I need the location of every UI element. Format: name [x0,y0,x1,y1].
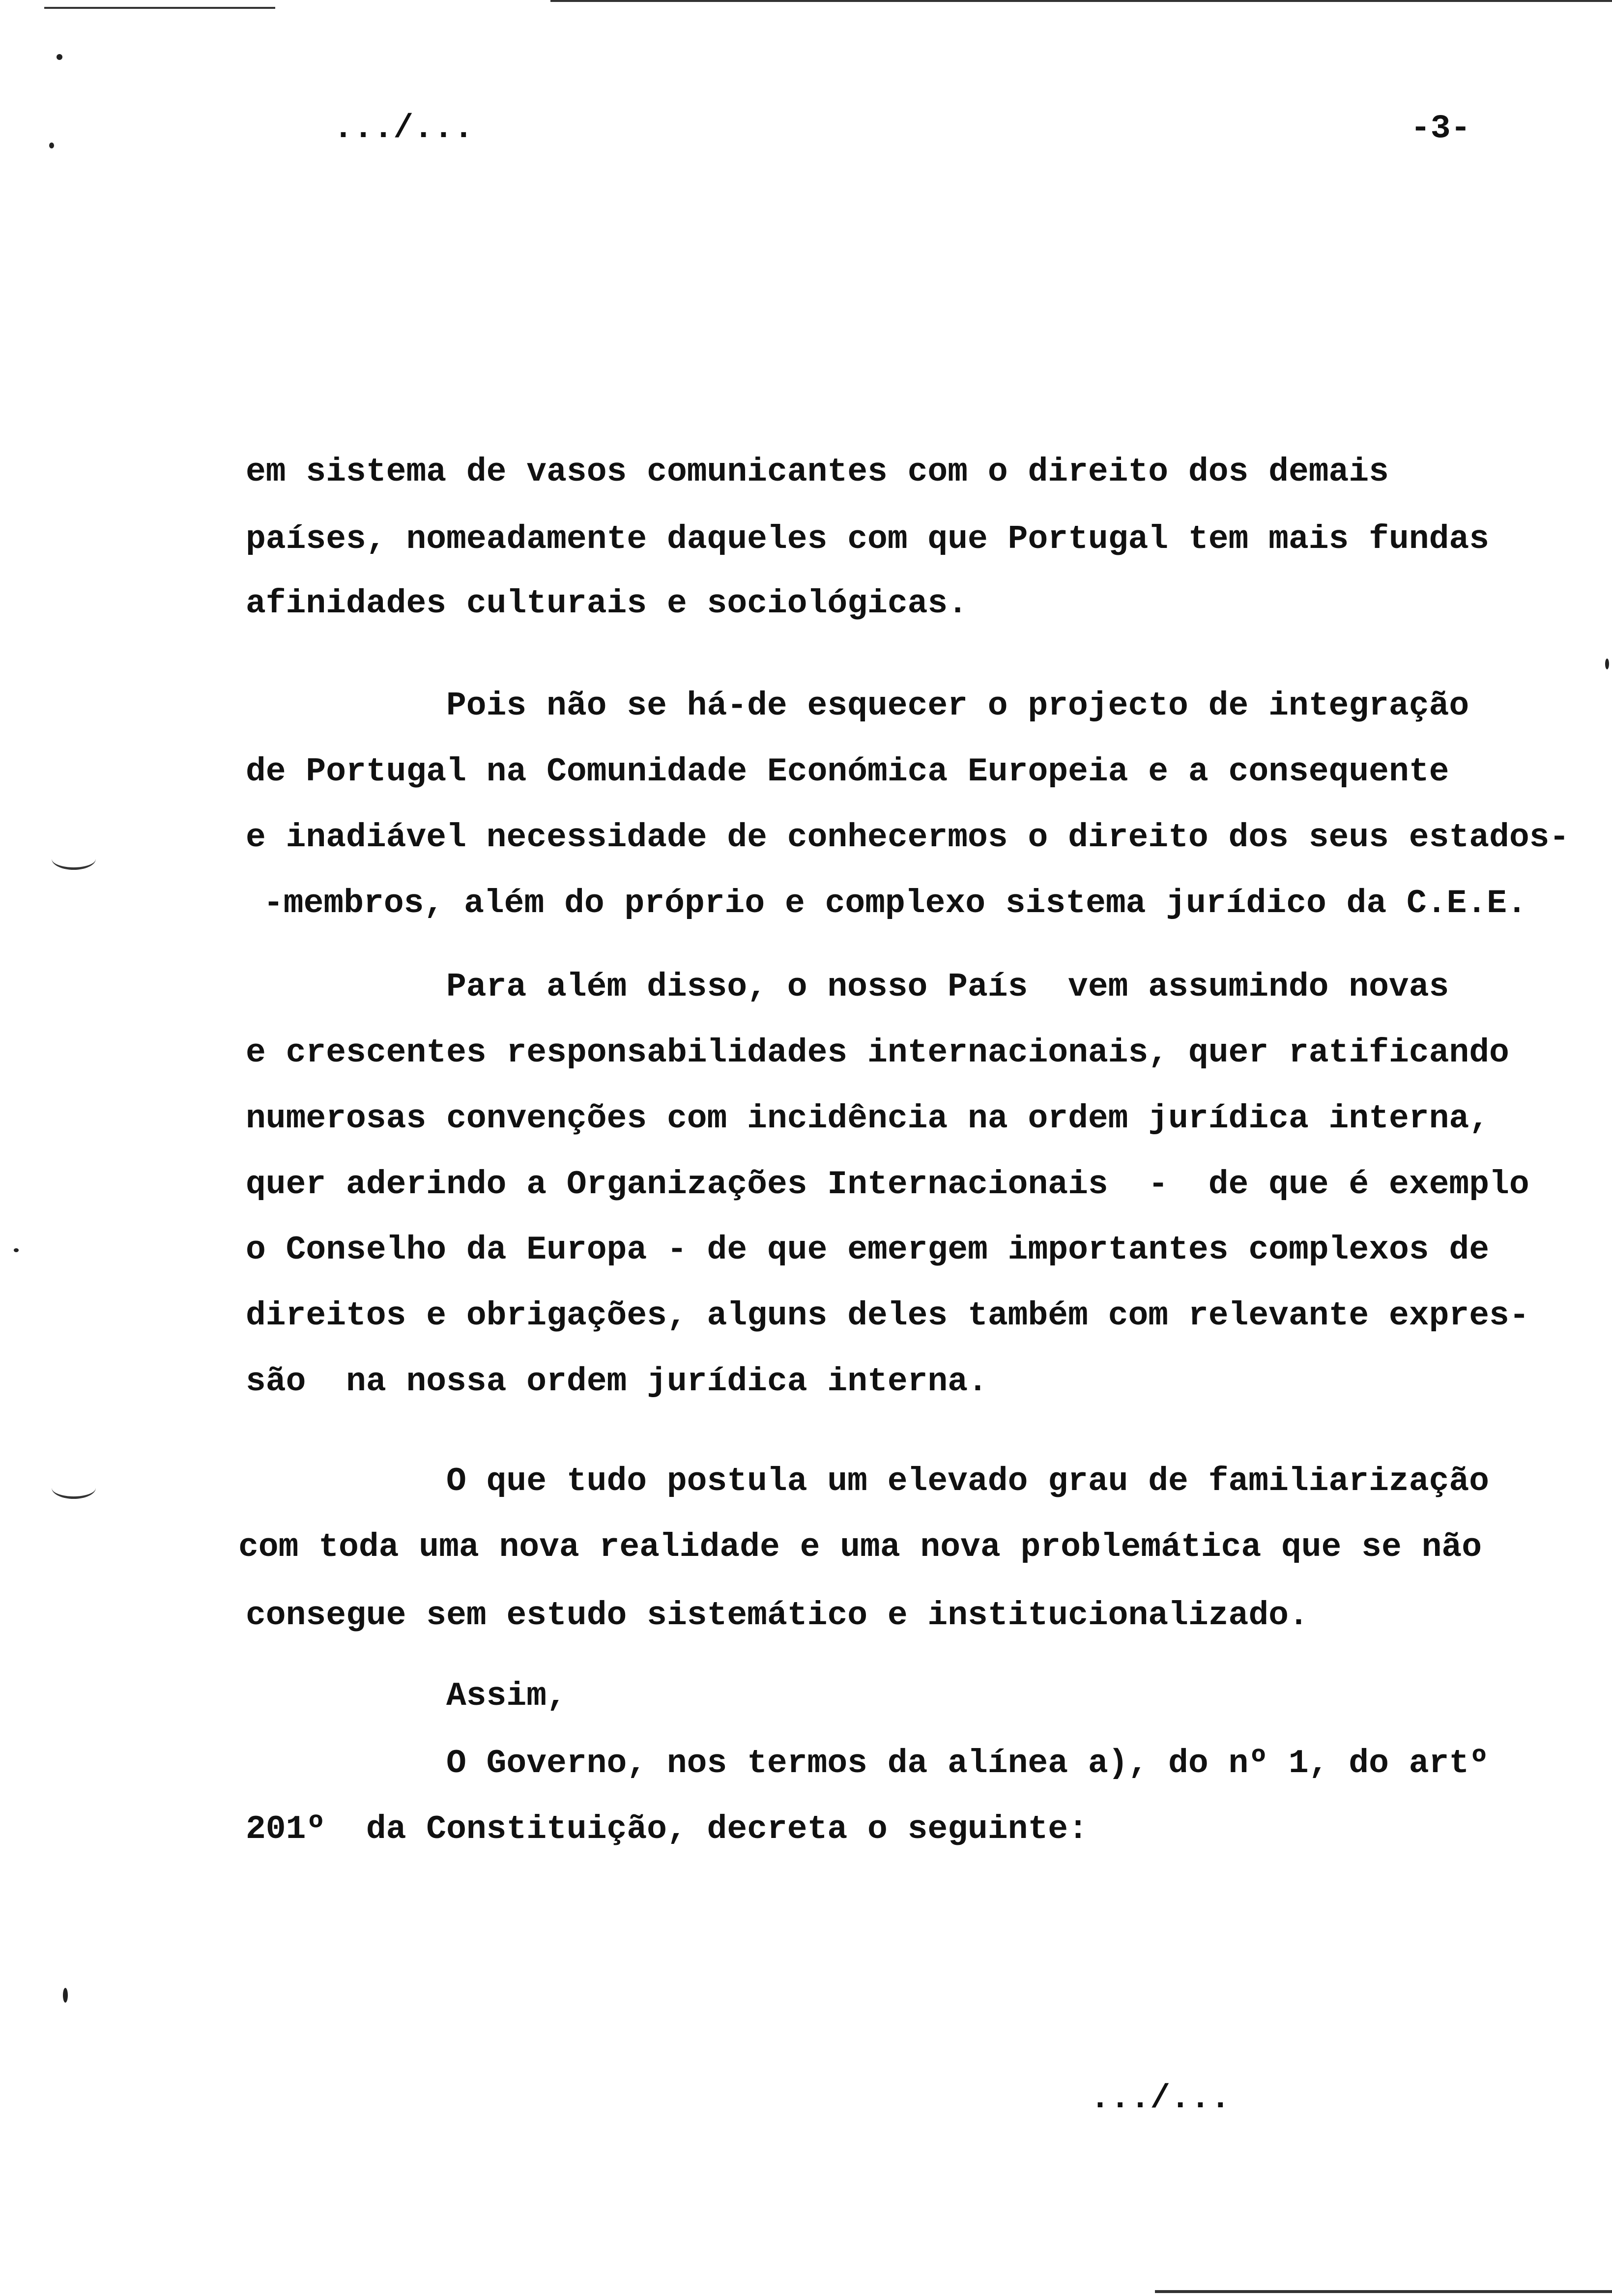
body-line: o Conselho da Europa - de que emergem importantes complexos de [246,1231,1490,1269]
body-line: consegue sem estudo sistemático e institucionalizado. [246,1597,1309,1635]
body-line: e inadiável necessidade de conhecermos o direito dos seus estados- [246,819,1570,857]
body-line: O que tudo postula um elevado grau de familiarização [446,1463,1489,1500]
scan-speck [63,1988,68,2003]
body-line: direitos e obrigações, alguns deles também com relevante expres- [246,1297,1529,1335]
body-line: em sistema de vasos comunicantes com o direito dos demais [246,453,1389,491]
header-continuation: .../... [333,110,474,147]
scan-speck [57,54,62,60]
body-line: Para além disso, o nosso País vem assumindo novas [446,968,1449,1006]
body-line: são na nossa ordem jurídica interna. [246,1363,988,1401]
body-line: O Governo, nos termos da alínea a), do nº 1, do artº [446,1745,1489,1782]
body-line: afinidades culturais e sociológicas. [246,585,968,623]
body-line: de Portugal na Comunidade Económica Europeia e a consequente [246,753,1449,791]
body-line: países, nomeadamente daqueles com que Portugal tem mais fundas [246,520,1490,558]
body-line: com toda uma nova realidade e uma nova problemática que se não [238,1528,1482,1566]
body-line: -membros, além do próprio e complexo sistema jurídico da C.E.E. [263,885,1527,922]
body-line: 201º da Constituição, decreta o seguinte: [246,1810,1088,1848]
scan-speck [1605,659,1609,669]
bottom-edge-rule [1155,2290,1612,2293]
body-line: Pois não se há-de esquecer o projecto de integração [446,687,1469,725]
body-line: quer aderindo a Organizações Internacionais - de que é exemplo [246,1166,1529,1204]
page-number: -3- [1410,110,1471,147]
binding-hole-mark [52,1477,96,1499]
binding-hole-mark [52,848,96,870]
top-edge-rule [44,7,275,9]
body-line: numerosas convenções com incidência na ordem jurídica interna, [246,1100,1490,1138]
top-edge-rule [550,0,1612,2]
body-line: e crescentes responsabilidades internacionais, quer ratificando [246,1034,1509,1072]
scan-speck [14,1248,19,1252]
scan-speck [49,143,54,148]
footer-continuation: .../... [1090,2080,1231,2118]
body-line: Assim, [446,1677,567,1715]
